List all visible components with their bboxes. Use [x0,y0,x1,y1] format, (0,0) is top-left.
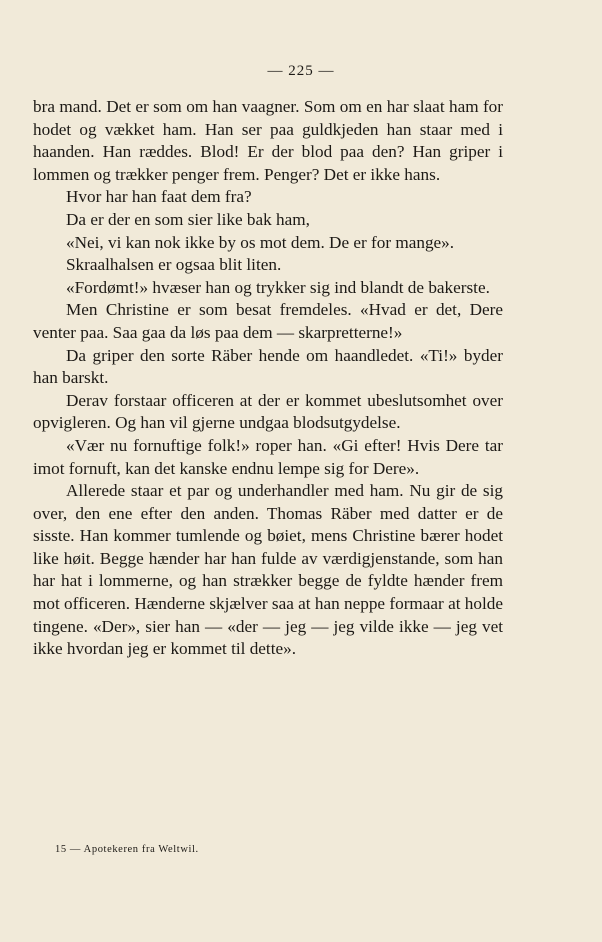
paragraph: «Vær nu fornuftige folk!» roper han. «Gi efter! Hvis Dere tar imot fornuft, kan det kanske endnu lempe sig for Dere». [33,435,503,478]
paragraph: «Nei, vi kan nok ikke by os mot dem. De er for mange». [66,232,455,252]
body-text [33,96,503,661]
paragraph: Da griper den sorte Räber hende om haandledet. «Ti!» byder han barskt. [33,345,503,388]
paragraph: Skraalhalsen er ogsaa blit liten. [66,255,282,275]
paragraph: bra mand. Det er som om han vaagner. Som om en har slaat ham for hodet og vækket ham. Han ser paa guldkjeden han staar med i haanden. Han ræddes. Blod! Er der blod paa den? Han griper i lommen og trækker penger frem. Penger? Det er ikke hans. [33,97,503,184]
signature-footer: 15 — Apotekeren fra Weltwil. [55,844,199,855]
paragraph: Allerede staar et par og underhandler med ham. Nu gir de sig over, den ene efter den anden. Thomas Räber med datter er de sisste. Han kommer tumlende og bøiet, mens Christine bærer hodet like høit. Begge hænder har han fulde av værdigjenstande, som han har hat i lommerne, og han strækker begge de fyldte hænder frem mot officeren. Hænderne skjælver saa at han neppe formaar at holde tingene. «Der», sier han — «der — jeg — jeg vilde ikke — jeg vet ikke hvordan jeg er kommet til dette». [33,481,503,659]
paragraph: «Fordømt!» hvæser han og trykker sig ind blandt de bakerste. [66,277,490,297]
paragraph: Men Christine er som besat fremdeles. «Hvad er det, Dere venter paa. Saa gaa da løs paa dem — skarpretterne!» [33,300,503,342]
paragraph: Hvor har han faat dem fra? [66,187,252,207]
page-number: — 225 — [267,63,335,79]
paragraph: Derav forstaar officeren at der er kommet ubeslutsomhet over opvigleren. Og han vil gjerne undgaa blodsutgydelse. [33,390,503,433]
paragraph: Da er der en som sier like bak ham, [66,209,310,229]
